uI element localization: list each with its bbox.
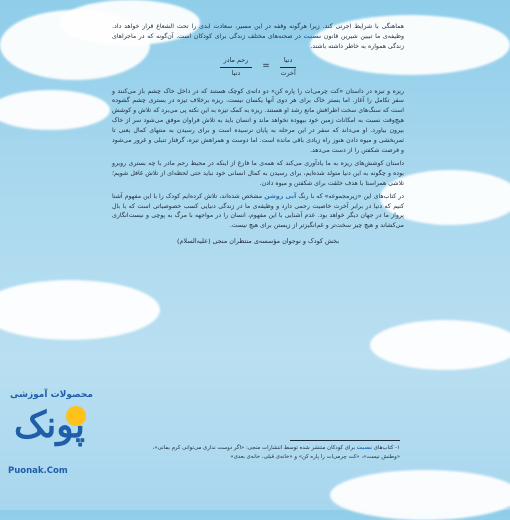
paragraph-1 xyxy=(112,22,404,52)
footnote-line-2 xyxy=(120,453,400,462)
logo-wordmark: پونک xyxy=(14,404,85,446)
text-segment: مشخص شده‌اند، تلاش کرده‌ایم کودک را با این مفهوم آشنا کنیم که دنیا در برابر آخرت خاصیت رحمی دارد و وظیفه‌ی ما در زندگی دنیایی کسب خصوصیاتی است که با بال پرواز ما در جهان دیگر خواهد بود. عدم آشنایی با این مفهوم، انسان را در مواجهه با مرگ به پوچی و نیست‌انگاری می‌کشاند و هیچ چیز سخت‌تر و غم‌انگیزتر از زیستن برای هیچ نیست. xyxy=(112,192,404,230)
fraction-world-afterlife xyxy=(280,56,297,79)
text-segment: «وطنش نیست»، «کت چرمی‌ات را پاره کن» و «خانه‌ی قبلی، خانه‌ی بعدی» xyxy=(230,453,400,460)
text-segment: داستان کوشش‌های ریزه به ما یادآوری می‌کند که همه‌ی ما فارغ از اینکه در محیط رحم مادر با چه بستری روبرو بوده و چگونه به این دنیا متولد شده‌ایم، برای رسیدن به کمال انسانی خود نباید حتی لحظه‌ای از تلاش غافل شویم؛ تلاشی همراستا با هدف خلقت برای شکفتن و میوه دادن. xyxy=(112,159,404,187)
fraction-numerator: رحم مادر xyxy=(220,56,253,68)
text-segment: ریزه و تیزه در داستان «کت چرمی‌ات را پاره کن» دو دانه‌ی کوچک هستند که در داخل خاک چشم باز می‌کنند و سفر تکامل را آغاز. اما بستر خاک برای هر دوی آنها یکسان نیست. ریزه برخلاف تیزه در بستری چشم گشوده است که سنگ‌های سخت اطرافش مانع رشد او هستند. ریزه به کمک تیزه به این نکته پی می‌برد که تلاش و کوشش هیچ‌وقت نسبت به امکانات زمین خود بیهوده نخواهد ماند و انسان باید به تلاش فراوان موفق می‌شود سر از خاک بیرون بیاورد. او می‌داند که سفر در این مرحله به پایان نرسیده است و برای رسیدن به منتهای کمال یعنی تا ثمربخشی و میوه دادن هنوز راه زیادی باقی مانده است. اما دوست و همراهش تیزه، گرفتار تنبلی و غرور می‌شود و فرصت شکفتن را از دست می‌دهد. xyxy=(112,87,404,154)
logo-tagline: محصولات آموزشی xyxy=(10,390,93,400)
publisher-logo xyxy=(6,390,116,505)
fraction-numerator: دنیا xyxy=(280,56,297,68)
fraction-womb-world xyxy=(220,56,253,79)
paragraph-2 xyxy=(112,87,404,156)
footnote-divider xyxy=(290,440,400,441)
footnote-line-1 xyxy=(120,444,400,453)
paragraph-4 xyxy=(112,192,404,232)
highlighted-term: نسبت xyxy=(356,445,373,451)
equals-sign: = xyxy=(262,61,270,72)
text-segment: برای کودکان منتشر شده توسط انتشارات منجی: «اگر دوست نداری می‌توانی کرم بمانی»، xyxy=(152,445,357,451)
signature: بخش کودک و نوجوان مؤسسه‌ی منتظران منجی (علیه‌السلام) xyxy=(176,237,340,246)
footnotes xyxy=(120,440,400,461)
cloud-bottom-right xyxy=(330,470,510,520)
highlighted-term: آبی روشن xyxy=(264,192,297,200)
text-segment: در صحنه‌های مختلف زندگی برای کودکان است. آن‌گونه که در ماجراهای زندگی همواره به خاطر داشته باشند. xyxy=(112,32,404,50)
proportion-formula xyxy=(112,56,404,79)
highlighted-term: نسبت xyxy=(303,32,322,40)
text-segment: در کتاب‌های این «زیرمجموعه» که با رنگ xyxy=(296,192,405,200)
text-segment: هماهنگی با شرایط اجرتی کند. زیرا هرگونه وقفه در این مسیر، سعادت ابدی را تحت الشعاع قرار خواهد داد. وظیفه‌ی ما تبیین شیرین قانون xyxy=(112,23,404,40)
text-segment: ۱- کتاب‌های xyxy=(372,445,400,451)
document-body xyxy=(112,22,404,462)
paragraph-3 xyxy=(112,159,404,189)
logo-url: Puonak.Com xyxy=(8,466,68,476)
fraction-denominator: آخرت xyxy=(280,68,296,77)
cloud-mid-left xyxy=(0,90,110,130)
fraction-denominator: دنیا xyxy=(231,68,241,77)
